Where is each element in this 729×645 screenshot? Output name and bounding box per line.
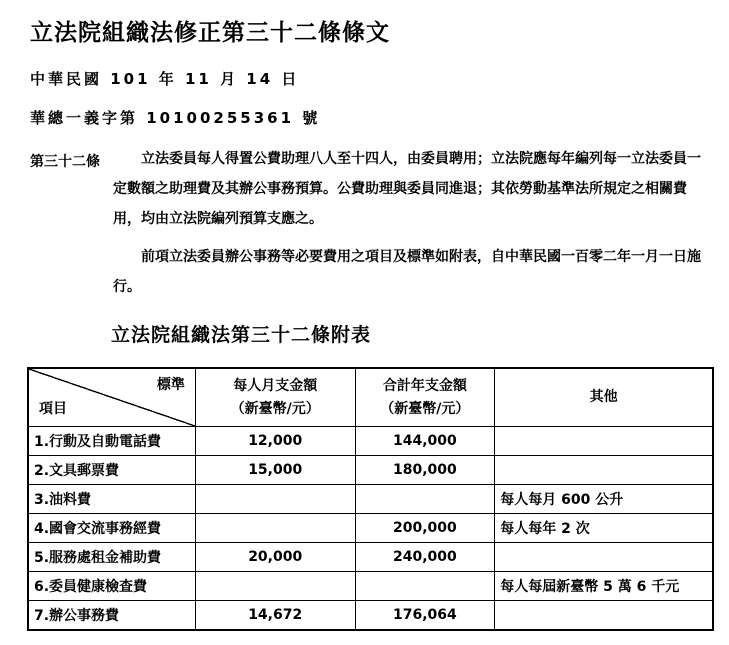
- table-row: [28, 572, 713, 601]
- row-other: [495, 427, 713, 456]
- row-item: 2.文具郵票費: [28, 456, 195, 485]
- row-monthly: [195, 514, 355, 543]
- table-row: [28, 427, 713, 456]
- row-monthly: 20,000: [195, 543, 355, 572]
- row-item: 1.行動及自動電話費: [28, 427, 195, 456]
- row-annual: 240,000: [355, 543, 495, 572]
- row-monthly: 15,000: [195, 456, 355, 485]
- table-row: [28, 456, 713, 485]
- row-annual: [355, 485, 495, 514]
- row-annual: 180,000: [355, 456, 495, 485]
- row-monthly: 12,000: [195, 427, 355, 456]
- header-monthly-line2: （新臺幣/元）: [230, 400, 320, 417]
- row-item: 5.服務處租金補助費: [28, 543, 195, 572]
- header-annual-line2: （新臺幣/元）: [380, 400, 470, 417]
- row-monthly: [195, 572, 355, 601]
- article-paragraph-2: [113, 242, 713, 302]
- row-other: 每人每年 2 次: [495, 514, 713, 543]
- row-other: 每人每屆新臺幣 5 萬 6 千元: [495, 572, 713, 601]
- table-title: 立法院組織法第三十二條附表: [111, 324, 372, 346]
- table-header-row: [28, 368, 713, 427]
- header-monthly: [195, 368, 355, 427]
- row-item: 7.辦公事務費: [28, 601, 195, 631]
- diagonal-header-cell: [28, 368, 195, 427]
- paragraph-1-text: 立法委員每人得置公費助理八人至十四人，由委員聘用；立法院應每年編列每一立法委員一定數額之助理費及其辦公事務預算。公費助理與委員同進退；其依勞動基準法所規定之相關費用，均由立法院編列預算支應之。: [113, 151, 701, 227]
- header-annual-line1: 合計年支金額: [382, 377, 467, 394]
- row-item: 3.油料費: [28, 485, 195, 514]
- header-other: 其他: [495, 368, 713, 427]
- header-standard-label: 標準: [156, 377, 185, 393]
- article-paragraph-1: [113, 144, 713, 234]
- row-other: [495, 601, 713, 631]
- table-row: [28, 543, 713, 572]
- decree-number: 華總一義字第 10100255361 號: [30, 109, 321, 127]
- row-monthly: [195, 485, 355, 514]
- table-row: [28, 601, 713, 631]
- table-row: [28, 514, 713, 543]
- row-other: [495, 456, 713, 485]
- promulgation-date: 中華民國 101 年 11 月 14 日: [30, 70, 300, 88]
- table-row: [28, 485, 713, 514]
- paragraph-2-text: 前項立法委員辦公事務等必要費用之項目及標準如附表，自中華民國一百零二年一月一日施行。: [113, 249, 701, 295]
- header-item-label: 項目: [39, 401, 67, 417]
- row-annual: 200,000: [355, 514, 495, 543]
- document-title: 立法院組織法修正第三十二條條文: [30, 20, 390, 46]
- row-item: 6.委員健康檢查費: [28, 572, 195, 601]
- row-annual: 176,064: [355, 601, 495, 631]
- expense-table: [27, 367, 714, 631]
- row-other: 每人每月 600 公升: [495, 485, 713, 514]
- row-item: 4.國會交流事務經費: [28, 514, 195, 543]
- row-annual: [355, 572, 495, 601]
- header-monthly-line1: 每人月支金額: [233, 377, 318, 394]
- row-annual: 144,000: [355, 427, 495, 456]
- header-annual: [355, 368, 495, 427]
- row-other: [495, 543, 713, 572]
- row-monthly: 14,672: [195, 601, 355, 631]
- article-label: 第三十二條: [30, 154, 100, 170]
